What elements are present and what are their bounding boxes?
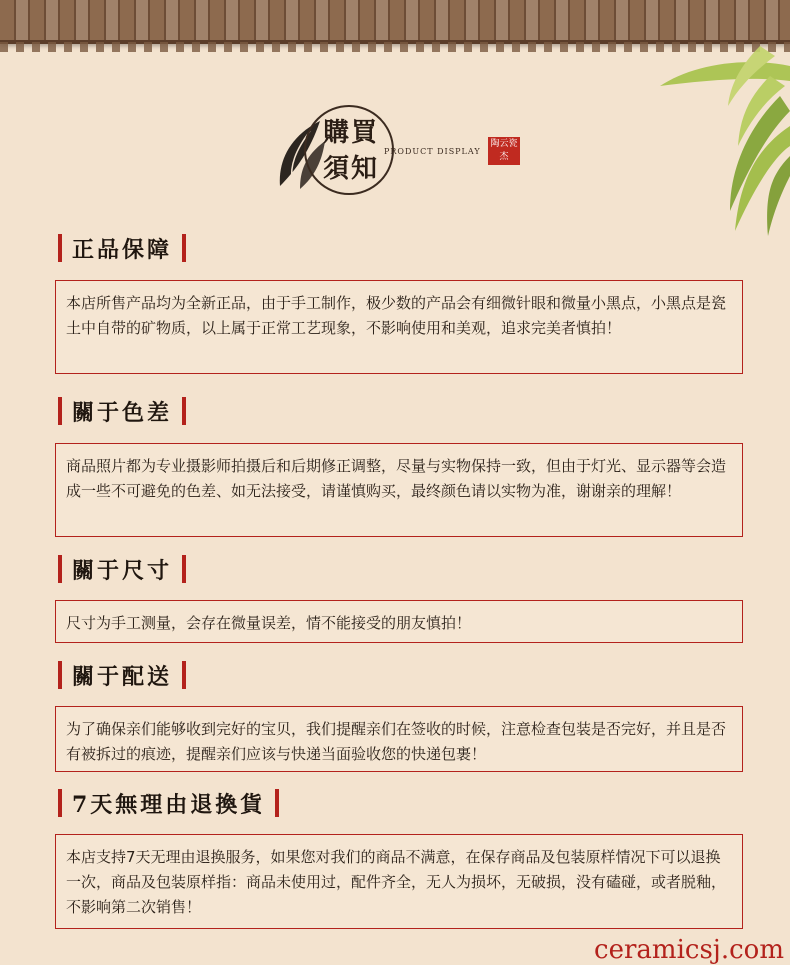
title-bar-right — [182, 661, 186, 689]
title-bar-right — [182, 555, 186, 583]
page-title: 購買須知 — [322, 118, 379, 184]
section-title-text: 正品保障 — [72, 236, 173, 263]
section-title-text: 關于色差 — [72, 399, 173, 426]
site-watermark: ceramicsj.com — [594, 935, 784, 965]
title-bar-left — [58, 234, 62, 262]
section-title-text: 7天無理由退換貨 — [72, 791, 266, 818]
section-title-authentic — [58, 232, 186, 264]
purchase-notice-header — [270, 105, 530, 205]
section-title-text: 關于配送 — [72, 663, 173, 690]
title-bar-left — [58, 397, 62, 425]
title-bar-left — [58, 661, 62, 689]
section-box-delivery: 为了确保亲们能够收到完好的宝贝，我们提醒亲们在签收的时候，注意检查包装是否完好，并且是否有被拆过的痕迹，提醒亲们应该与快递当面验收您的快递包裹！ — [55, 706, 743, 772]
title-bar-left — [58, 789, 62, 817]
section-title-delivery — [58, 659, 186, 691]
section-box-color-difference: 商品照片都为专业摄影师拍摄后和后期修正调整，尽量与实物保持一致，但由于灯光、显示器等会造成一些不可避免的色差、如无法接受，请谨慎购买，最终颜色请以实物为准，谢谢亲的理解！ — [55, 443, 743, 537]
section-box-size: 尺寸为手工测量，会存在微量误差，情不能接受的朋友慎拍！ — [55, 600, 743, 643]
bamboo-leaves-decoration — [580, 36, 790, 236]
section-title-color-difference — [58, 395, 186, 427]
section-box-return-policy: 本店支持7天无理由退换服务，如果您对我们的商品不满意，在保存商品及包装原样情况下可以退换一次，商品及包装原样指：商品未使用过，配件齐全，无人为损坏，无破损，没有磕碰，或者脱釉，不影响第二次销售！ — [55, 834, 743, 929]
title-bar-left — [58, 555, 62, 583]
title-bar-right — [275, 789, 279, 817]
section-title-return-policy — [58, 787, 279, 819]
title-bar-right — [182, 234, 186, 262]
section-title-text: 關于尺寸 — [72, 557, 173, 584]
title-bar-right — [182, 397, 186, 425]
page-subtitle: PRODUCT DISPLAY — [384, 147, 481, 156]
section-title-size — [58, 553, 186, 585]
red-seal-stamp: 陶云瓷杰 — [488, 137, 520, 165]
section-box-authentic: 本店所售产品均为全新正品，由于手工制作，极少数的产品会有细微针眼和微量小黑点，小黑点是瓷土中自带的矿物质，以上属于正常工艺现象，不影响使用和美观，追求完美者慎拍！ — [55, 280, 743, 374]
